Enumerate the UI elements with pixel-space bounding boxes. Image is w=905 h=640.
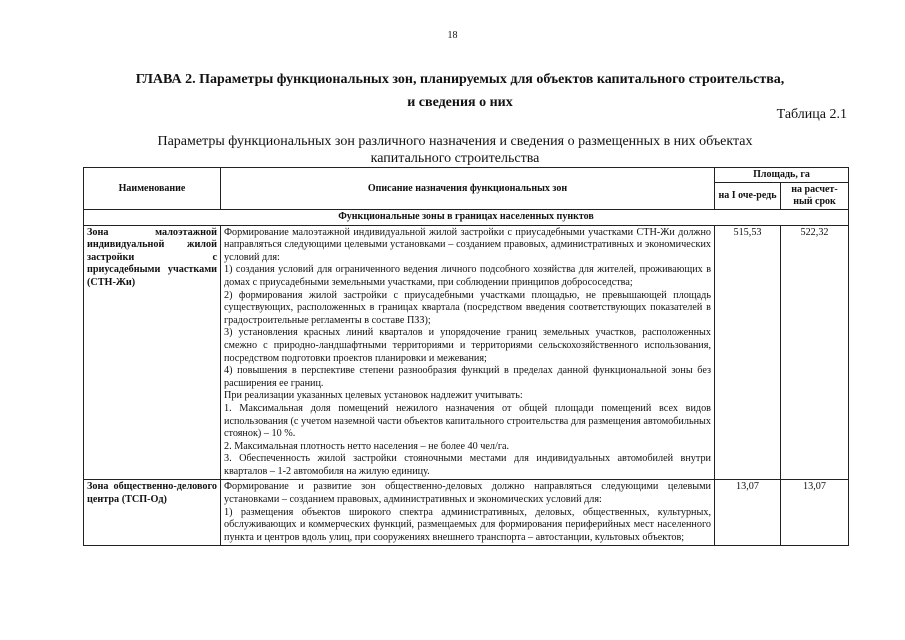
header-name: Наименование <box>84 168 221 210</box>
description-paragraph: Формирование малоэтажной индивидуальной жилой застройки с приусадебными участками СТН-Жи должно направляться следующими целевыми установками – созданием правовых, административных и экономических условий для: <box>224 226 711 263</box>
zone-name: Зона малоэтажной индивидуальной жилой застройки с приусадебными участками (СТН-Жи) <box>84 225 221 480</box>
header-description: Описание назначения функциональных зон <box>221 168 715 210</box>
description-paragraph: 1) создания условий для ограниченного ведения личного подсобного хозяйства для жителей, проживающих в домах с приусадебными земельными участками, при соблюдении принципов добрососедства; <box>224 264 711 288</box>
zone-description <box>221 480 715 546</box>
area-estimated: 13,07 <box>781 480 849 546</box>
description-paragraph: 1. Максимальная доля помещений нежилого назначения от общей площади помещений всех видов использования (с учетом наземной части объектов капитального строительства для размещения автомобильных стоянок) – 10 %. <box>224 402 711 440</box>
description-paragraph: 1) размещения объектов широкого спектра административных, деловых, общественных, культурных, обслуживающих и коммерческих функций, размещаемых для формирования периферийных мест населенного пункта и центров вдоль улиц, при сооружениях внешнего транспорта – автостанции, культовых объектов; <box>224 506 711 543</box>
section-row <box>84 210 849 226</box>
zone-parameters-table <box>83 167 849 546</box>
chapter-title-line1: ГЛАВА 2. Параметры функциональных зон, планируемых для объектов капитального строительства, <box>135 72 785 87</box>
area-first-stage: 13,07 <box>715 480 781 546</box>
area-estimated: 522,32 <box>781 225 849 480</box>
zone-description <box>221 225 715 480</box>
table-row <box>84 225 849 480</box>
table-caption <box>110 133 800 167</box>
description-paragraph: 3. Обеспеченность жилой застройки стояночными местами для индивидуальных автомобилей внутри кварталов – 1-2 автомобиля на жилую единицу. <box>224 453 711 477</box>
description-paragraph: 2) формирования жилой застройки с приусадебными участками площадью, не превышающей площадь существующих, расположенных в границах квартала (посредством введения соответствующих показателей в градостроительные регламенты в составе ПЗЗ); <box>224 289 711 326</box>
page-number: 18 <box>447 30 458 41</box>
description-paragraph: 3) установления красных линий кварталов и упорядочение границ земельных участков, расположенных смежно с природно-ландшафтными территориями и территориями сельскохозяйственного использования, посредством подготовки проектов планировки и межевания; <box>224 327 711 364</box>
chapter-title-line2: и сведения о них <box>407 95 513 110</box>
table-caption-line1: Параметры функциональных зон различного назначения и сведения о размещенных в них объектах <box>157 134 753 149</box>
area-first-stage: 515,53 <box>715 225 781 480</box>
table-caption-line2: капитального строительства <box>370 151 540 166</box>
description-paragraph: 2. Максимальная плотность нетто населения – не более 40 чел/га. <box>224 440 510 452</box>
header-estimated: на расчет-ный срок <box>781 183 849 210</box>
description-paragraph: 4) повышения в перспективе степени разнообразия функций в пределах данной функциональной зоны без расширения ее границ. <box>224 365 711 389</box>
table-row <box>84 480 849 546</box>
section-title: Функциональные зоны в границах населенных пунктов <box>84 210 849 226</box>
zone-name: Зона общественно-делового центра (ТСП-Од) <box>84 480 221 546</box>
table-label: Таблица 2.1 <box>776 107 847 122</box>
chapter-title <box>70 68 850 114</box>
header-first-stage: на I оче-редь <box>715 183 781 210</box>
description-paragraph: При реализации указанных целевых установок надлежит учитывать: <box>224 390 523 402</box>
description-paragraph: Формирование и развитие зон общественно-деловых должно направляться следующими целевыми установками – созданием правовых, административных и экономических условий для: <box>224 481 711 506</box>
header-area: Площадь, га <box>715 168 849 183</box>
